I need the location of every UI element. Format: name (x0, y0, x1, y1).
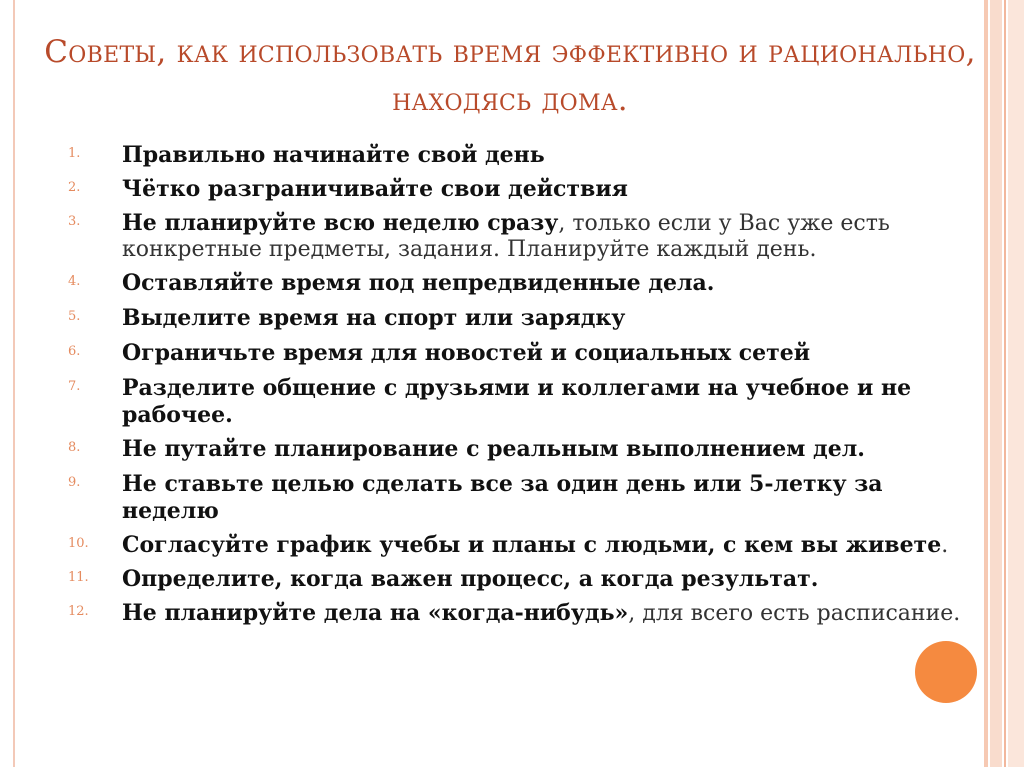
list-item (68, 210, 968, 263)
item-number: 8. (68, 440, 81, 455)
item-text-regular: . (941, 533, 949, 558)
list-item (68, 566, 968, 593)
item-number: 11. (68, 570, 89, 585)
item-text-bold: Не планируйте всю неделю сразу (122, 210, 559, 236)
item-number: 12. (68, 604, 89, 619)
right-decor-stripe (984, 0, 988, 767)
item-text-regular: , только если у Вас уже есть конкретные предметы, задания. Планируйте каждый день. (122, 211, 890, 262)
list-item (68, 176, 968, 203)
item-text-bold: Чётко разграничивайте свои действия (122, 176, 628, 202)
right-decor-stripe (1004, 0, 1006, 767)
list-item (68, 471, 968, 525)
list-item (68, 340, 968, 367)
right-decor-stripe (990, 0, 1002, 767)
tips-list (68, 142, 968, 627)
slide-title: Советы, как использовать время эффективно и рационально, находясь дома. (44, 34, 976, 118)
list-item (68, 600, 968, 627)
item-text-bold: Выделите время на спорт или зарядку (122, 305, 626, 331)
item-text-bold: Не путайте планирование с реальным выполнением дел. (122, 436, 865, 462)
item-number: 9. (68, 475, 81, 490)
item-text-bold: Ограничьте время для новостей и социальных сетей (122, 340, 811, 366)
item-text-regular: , для всего есть расписание. (628, 601, 961, 626)
item-text-bold: Определите, когда важен процесс, а когда результат. (122, 566, 819, 592)
list-item (68, 375, 968, 429)
item-number: 10. (68, 536, 89, 551)
item-number: 1. (68, 146, 81, 161)
item-number: 4. (68, 274, 81, 289)
left-border-line (13, 0, 15, 767)
item-text-bold: Согласуйте график учебы и планы с людьми, с кем вы живете (122, 532, 942, 558)
item-text-bold: Оставляйте время под непредвиденные дела. (122, 270, 715, 296)
decorative-circle-icon (915, 641, 977, 703)
item-number: 3. (68, 214, 81, 229)
right-decor-stripe (1008, 0, 1024, 767)
list-item (68, 270, 968, 297)
item-number: 5. (68, 309, 81, 324)
list-item (68, 142, 968, 169)
item-text-bold: Правильно начинайте свой день (122, 142, 545, 168)
item-number: 2. (68, 180, 81, 195)
item-text-bold: Не ставьте целью сделать все за один день или 5-летку за неделю (122, 471, 883, 524)
item-text-bold: Разделите общение с друзьями и коллегами на учебное и не рабочее. (122, 375, 912, 428)
list-item (68, 305, 968, 332)
item-number: 6. (68, 344, 81, 359)
item-text-bold: Не планируйте дела на «когда-нибудь» (122, 600, 629, 626)
list-item (68, 436, 968, 463)
item-number: 7. (68, 379, 81, 394)
list-item (68, 532, 968, 559)
